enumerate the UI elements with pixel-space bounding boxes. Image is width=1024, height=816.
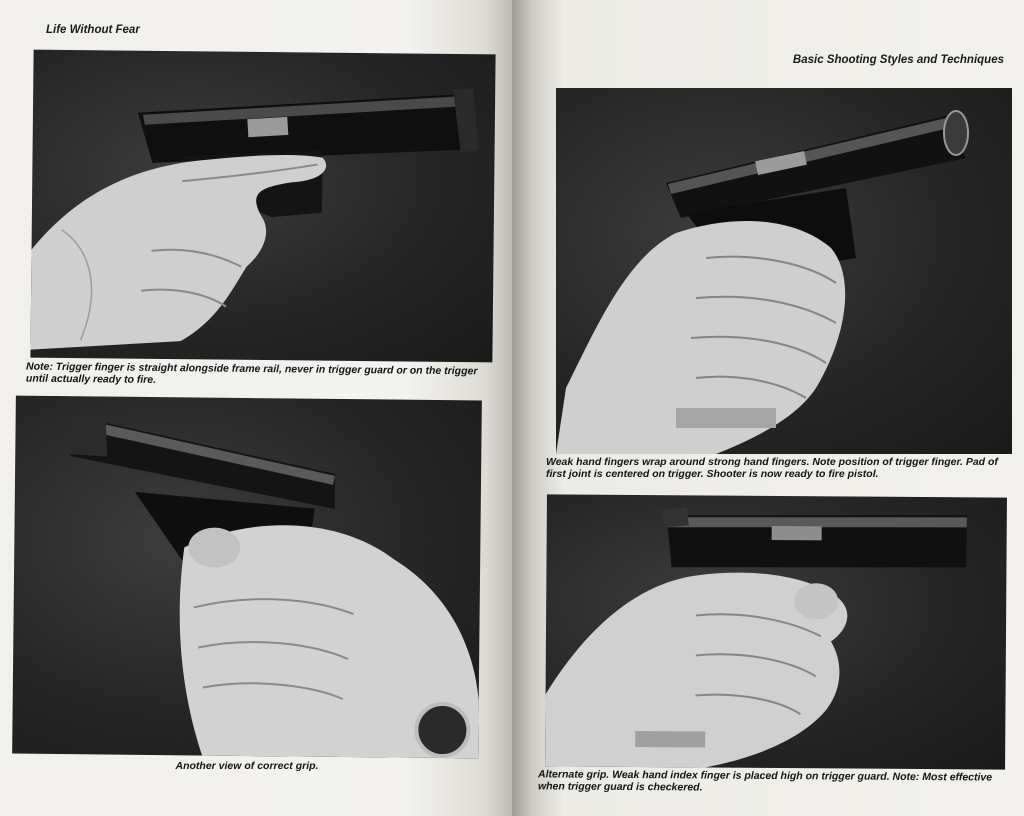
right-page	[512, 0, 1024, 816]
right-running-head: Basic Shooting Styles and Techniques	[792, 54, 1004, 66]
photo-weak-hand-wrap	[556, 88, 1012, 454]
caption-alternate-grip: Alternate grip. Weak hand index finger is placed high on trigger guard. Note: Most effective when trigger guard is checkered.	[537, 768, 993, 794]
photo-another-view-correct-grip	[12, 396, 482, 759]
photo-trigger-finger-straight	[30, 50, 495, 363]
photo-alternate-grip	[545, 494, 1007, 769]
left-running-head: Life Without Fear	[46, 24, 140, 36]
caption-weak-hand-wrap: Weak hand fingers wrap around strong hand fingers. Note position of trigger finger. Pad of first joint is centered on trigger. Shooter is now ready to fire pistol.	[546, 456, 998, 480]
caption-trigger-finger-straight: Note: Trigger finger is straight alongside frame rail, never in trigger guard or on the trigger until actually ready to fire.	[25, 360, 478, 386]
caption-another-view-correct-grip: Another view of correct grip.	[175, 760, 319, 772]
